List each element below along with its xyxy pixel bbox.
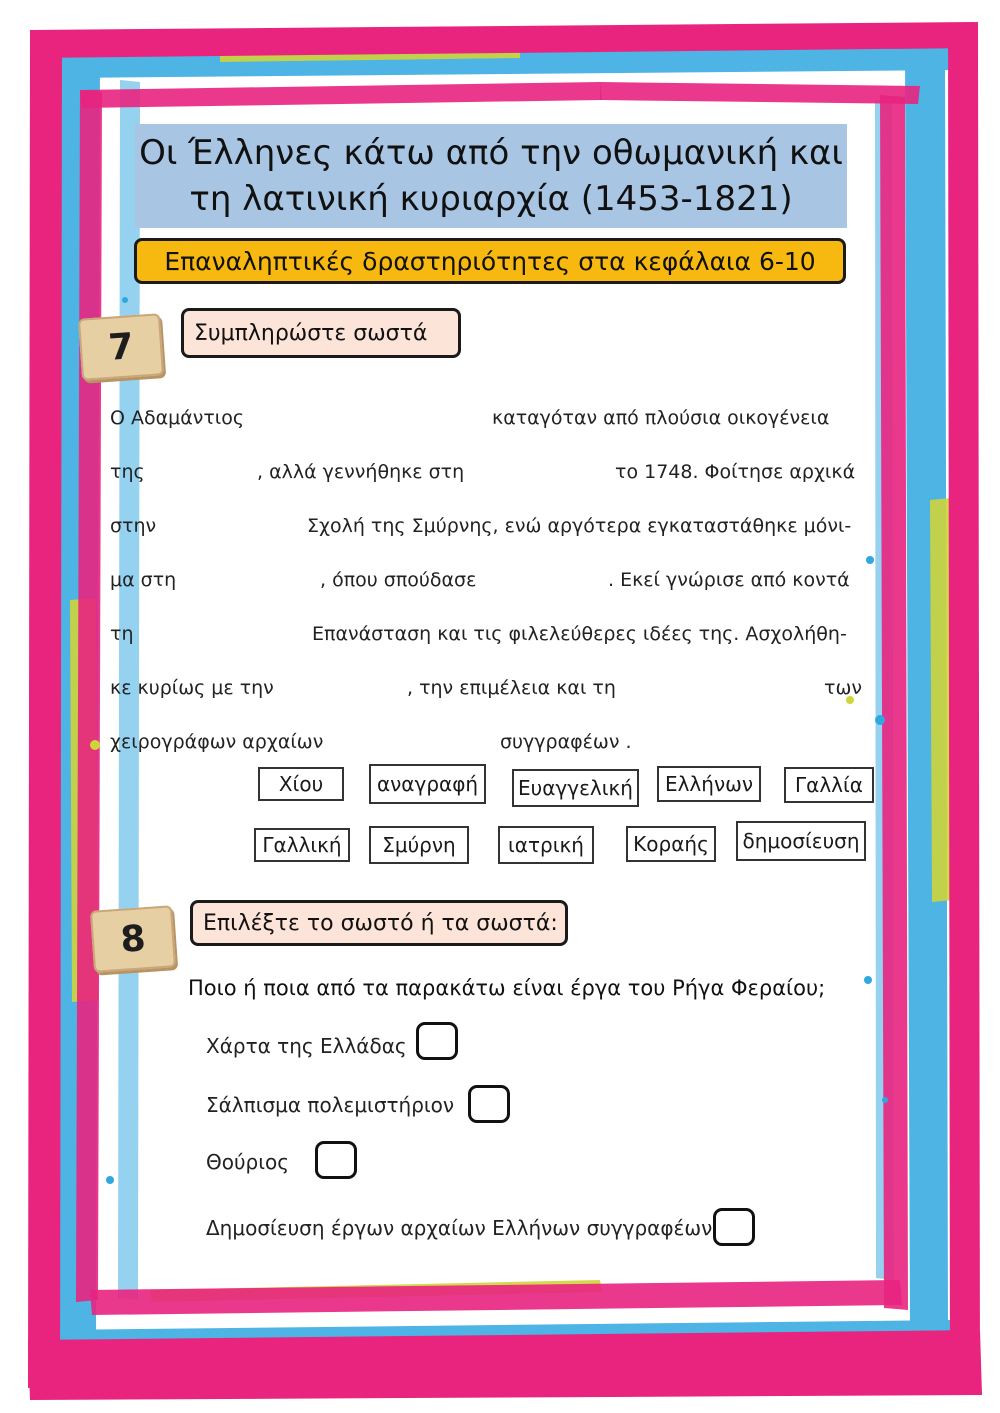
word-chip[interactable]: Γαλλία: [784, 767, 874, 803]
option-label: Χάρτα της Ελλάδας: [206, 1034, 407, 1058]
word-chip[interactable]: αναγραφή: [369, 764, 486, 804]
option-checkbox[interactable]: [468, 1085, 510, 1123]
word-chip[interactable]: ιατρική: [498, 826, 594, 864]
word-chip[interactable]: δημοσίευση: [736, 821, 866, 861]
word-chip[interactable]: Ελλήνων: [657, 766, 761, 802]
title-line-1: Οι Έλληνες κάτω από την οθωμανική και: [139, 133, 843, 173]
word-chip[interactable]: Σμύρνη: [369, 826, 469, 864]
worksheet-title: [135, 124, 847, 228]
word-chip[interactable]: Ευαγγελική: [512, 769, 639, 807]
word-chip[interactable]: Γαλλική: [254, 828, 350, 862]
section-7-label: Συμπληρώστε σωστά: [181, 308, 461, 358]
section-7-number-scroll: 7: [78, 313, 164, 381]
section-8-label: Επιλέξτε το σωστό ή τα σωστά:: [190, 900, 568, 946]
section-8-number-scroll: 8: [90, 905, 176, 973]
option-label: Σάλπισμα πολεμιστήριον: [206, 1093, 455, 1117]
word-chip[interactable]: Κοραής: [626, 826, 716, 862]
option-checkbox[interactable]: [416, 1022, 458, 1060]
option-checkbox[interactable]: [315, 1141, 357, 1179]
word-chip[interactable]: Χίου: [258, 767, 344, 801]
section-8-question: Ποιο ή ποια από τα παρακάτω είναι έργα του Ρήγα Φεραίου;: [188, 976, 826, 1000]
option-checkbox[interactable]: [713, 1208, 755, 1246]
title-line-2: τη λατινική κυριαρχία (1453-1821): [189, 179, 793, 219]
option-label: Δημοσίευση έργων αρχαίων Ελλήνων συγγραφέων: [206, 1216, 713, 1240]
option-label: Θούριος: [206, 1150, 289, 1174]
worksheet-subtitle: Επαναληπτικές δραστηριότητες στα κεφάλαια 6-10: [134, 238, 846, 284]
